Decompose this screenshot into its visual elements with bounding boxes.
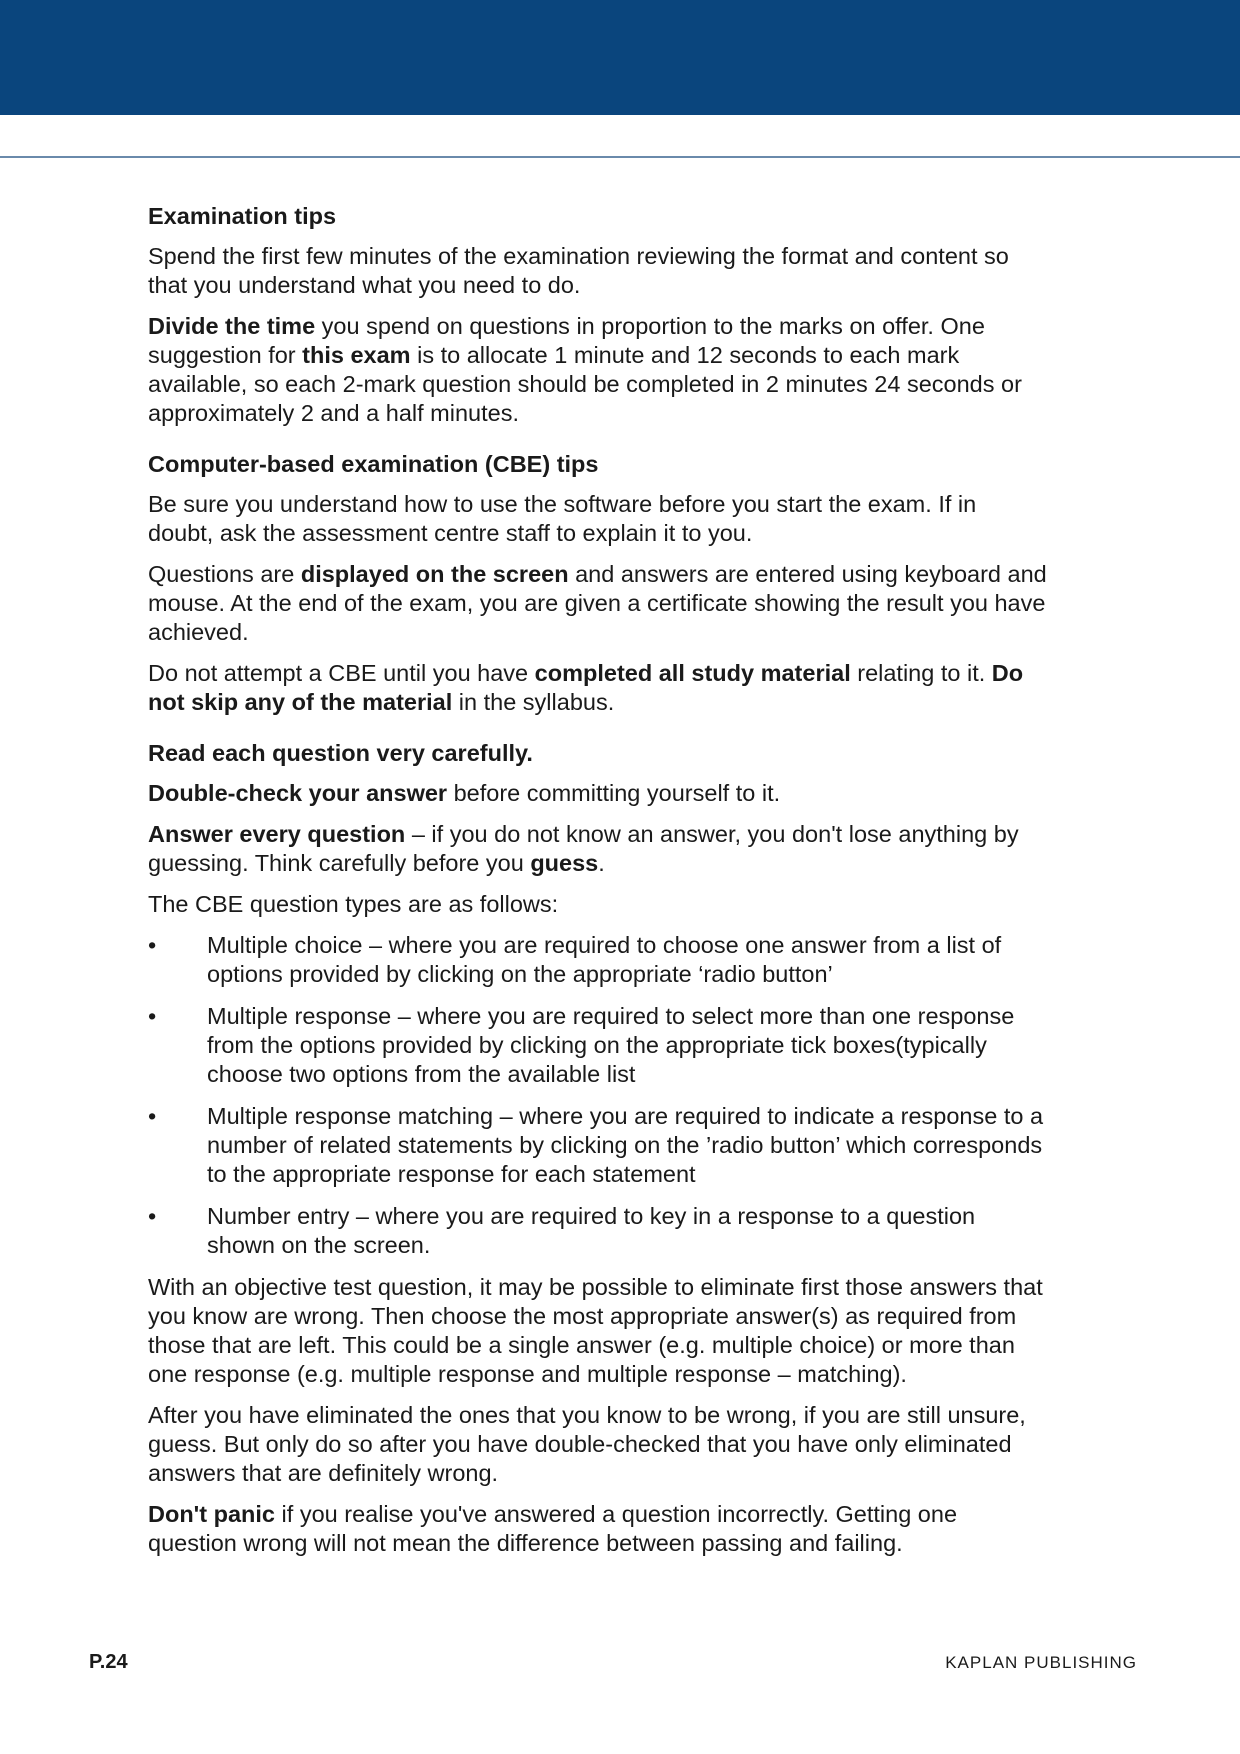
list-item-text: Multiple choice – where you are required to choose one answer from a list of options provided by clicking on the appropriate ‘radio button’ (207, 932, 1002, 987)
list-item (148, 931, 1048, 989)
bold-text: Do not skip any of the material (148, 660, 1024, 715)
section-heading-cbe-tips: Computer-based examination (CBE) tips (148, 451, 599, 477)
bold-text: displayed on the screen (300, 561, 569, 587)
bold-text: Don't panic (148, 1501, 276, 1527)
paragraph: After you have eliminated the ones that you know to be wrong, if you are still unsure, guess. But only do so after you have double-checked that you have only eliminated answers that are definitely wrong. (148, 1402, 1026, 1486)
paragraph: The CBE question types are as follows: (148, 891, 559, 917)
text-run: . (598, 850, 605, 876)
text-run: Do not attempt a CBE until you have (148, 660, 535, 686)
page-content (148, 202, 1048, 1570)
list-item-text: Number entry – where you are required to key in a response to a question shown on the screen. (207, 1203, 976, 1258)
bullet-icon: • (148, 1203, 157, 1229)
paragraph (148, 779, 1048, 808)
paragraph: Spend the first few minutes of the examination reviewing the format and content so that you understand what you need to do. (148, 243, 1009, 298)
bold-text: Double-check your answer (148, 780, 448, 806)
paragraph: Be sure you understand how to use the software before you start the exam. If in doubt, ask the assessment centre staff to explain it to you. (148, 491, 977, 546)
header-divider (0, 156, 1240, 158)
text-run: in the syllabus. (452, 689, 615, 715)
bold-text: Answer every question (148, 821, 406, 847)
paragraph (148, 820, 1048, 878)
list-item (148, 1002, 1048, 1089)
paragraph (148, 1500, 1048, 1558)
publisher-name: KAPLAN PUBLISHING (945, 1653, 1137, 1672)
paragraph (148, 659, 1048, 717)
text-run: you spend on questions in proportion to the marks on offer. One suggestion for (148, 313, 985, 368)
bold-text: guess (530, 850, 599, 876)
bold-text: this exam (302, 342, 411, 368)
text-run: is to allocate 1 minute and 12 seconds to each mark available, so each 2-mark question should be completed in 2 minutes 24 seconds or approximately 2 and a half minutes. (148, 342, 1022, 426)
header-band (0, 0, 1240, 115)
text-run: before committing yourself to it. (447, 780, 781, 806)
paragraph (148, 560, 1048, 647)
question-types-list (148, 931, 1048, 1260)
list-item-text: Multiple response – where you are required to select more than one response from the options provided by clicking on the appropriate tick boxes(typically choose two options from the available list (207, 1003, 1015, 1087)
bold-text: Divide the time (148, 313, 316, 339)
section-heading-exam-tips: Examination tips (148, 203, 337, 229)
section-heading-read-carefully: Read each question very carefully. (148, 740, 533, 766)
page-number: P.24 (89, 1651, 128, 1673)
list-item (148, 1102, 1048, 1189)
text-run: and answers are entered using keyboard and mouse. At the end of the exam, you are given a certificate showing the result you have achieved. (148, 561, 1047, 645)
text-run: relating to it. (850, 660, 992, 686)
paragraph: With an objective test question, it may be possible to eliminate first those answers that you know are wrong. Then choose the most appropriate answer(s) as required from those that are left. This could be a single answer (e.g. multiple choice) or more than one response (e.g. multiple response and multiple response – matching). (148, 1274, 1043, 1387)
list-item (148, 1202, 1048, 1260)
list-item-text: Multiple response matching – where you are required to indicate a response to a number of related statements by clicking on the ’radio button’ which corresponds to the appropriate response for each statement (207, 1103, 1044, 1187)
text-run: Questions are (148, 561, 301, 587)
text-run: if you realise you've answered a question incorrectly. Getting one question wrong will not mean the difference between passing and failing. (148, 1501, 958, 1556)
bullet-icon: • (148, 1003, 157, 1029)
bullet-icon: • (148, 1103, 157, 1129)
paragraph (148, 312, 1048, 428)
bold-text: completed all study material (534, 660, 851, 686)
bullet-icon: • (148, 932, 157, 958)
text-run: – if you do not know an answer, you don't lose anything by guessing. Think carefully before you (148, 821, 1019, 876)
